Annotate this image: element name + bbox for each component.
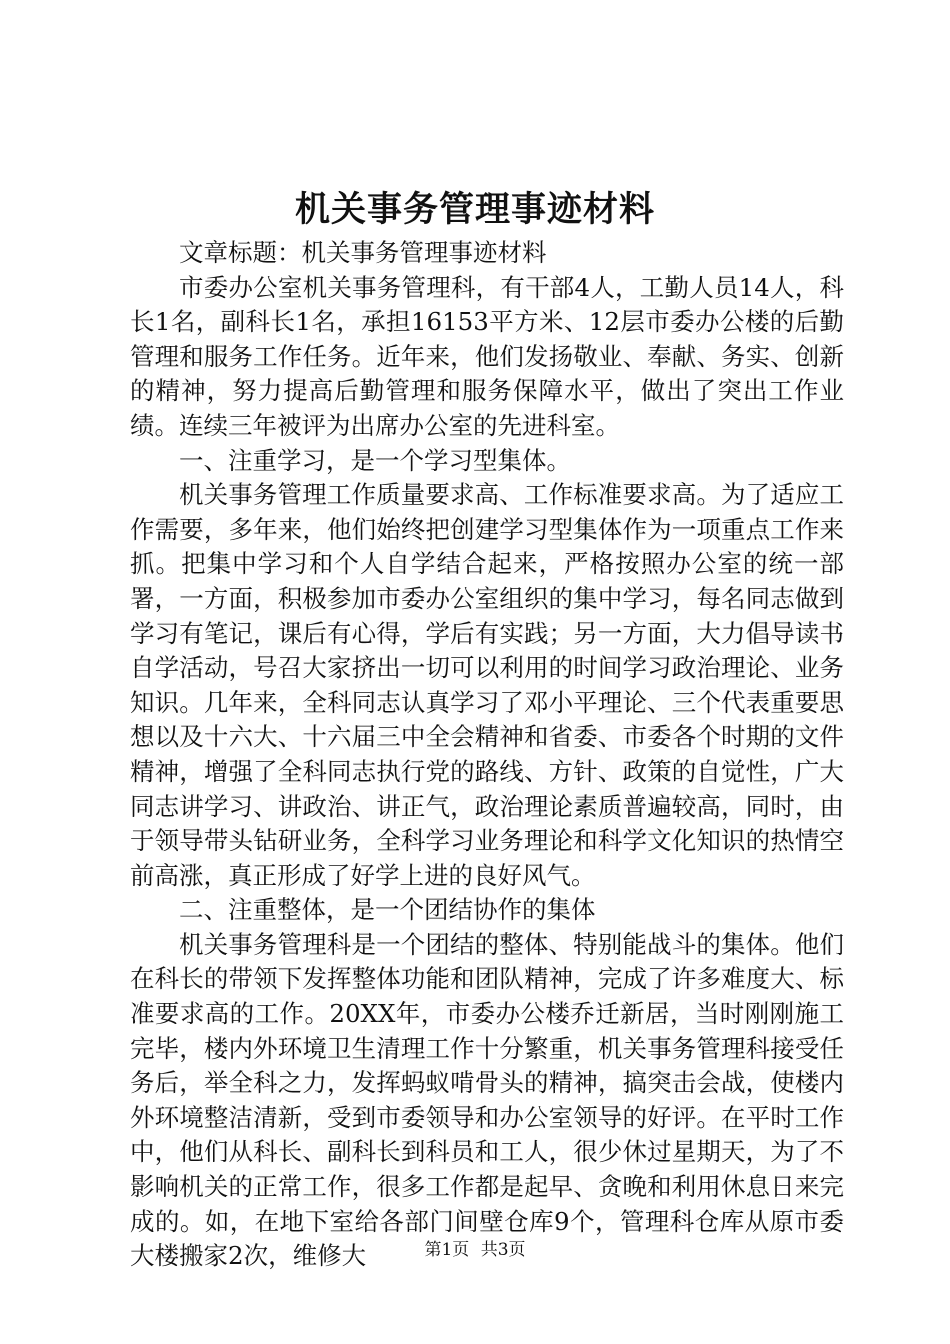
document-title: 机关事务管理事迹材料 [294,189,655,230]
intro-paragraph: 市委办公室机关事务管理科，有干部4人，工勤人员14人，科长1名，副科长1名，承担16153平方米、12层市委办公楼的后勤管理和服务工作任务。近年来，他们发扬敬业、奉献、务实、创新的精神，努力提高后勤管理和服务保障水平，做出了突出工作业绩。连续三年被评为出席办公室的先进科室。 [130,272,844,440]
section-1-paragraph: 机关事务管理工作质量要求高、工作标准要求高。为了适应工作需要，多年来，他们始终把创建学习型集体作为一项重点工作来抓。把集中学习和个人自学结合起来，严格按照办公室的统一部署，一方面，积极参加市委办公室组织的集中学习，每名同志做到学习有笔记，课后有心得，学后有实践；另一方面，大力倡导读书自学活动，号召大家挤出一切可以利用的时间学习政治理论、业务知识。几年来，全科同志认真学习了邓小平理论、三个代表重要思想以及十六大、十六届三中全会精神和省委、市委各个时期的文件精神，增强了全科同志执行党的路线、方针、政策的自觉性，广大同志讲学习、讲政治、讲正气，政治理论素质普遍较高，同时，由于领导带头钻研业务，全科学习业务理论和科学文化知识的热情空前高涨，真正形成了好学上进的良好风气。 [130,480,844,890]
section-heading-2: 二、注重整体，是一个团结协作的集体 [179,895,596,925]
page-total: 共3页 [480,1240,526,1260]
document-body [130,236,844,1274]
page-footer [0,1238,950,1262]
article-heading-line: 文章标题：机关事务管理事迹材料 [179,238,547,267]
section-heading-1: 一、注重学习，是一个学习型集体。 [179,445,571,475]
section-2-paragraph: 机关事务管理科是一个团结的整体、特别能战斗的集体。他们在科长的带领下发挥整体功能和团队精神，完成了许多难度大、标准要求高的工作。20XX年，市委办公楼乔迁新居，当时刚刚施工完毕，楼内外环境卫生清理工作十分繁重，机关事务管理科接受任务后，举全科之力，发挥蚂蚁啃骨头的精神，搞突击会战，使楼内外环境整洁清新，受到市委领导和办公室领导的好评。在平时工作中，他们从科长、副科长到科员和工人，很少休过星期天，为了不影响机关的正常工作，很多工作都是起早、贪晚和利用休息日来完成的。如，在地下室给各部门间壁仓库9个，管理科仓库从原市委大楼搬家2次，维修大 [130,929,844,1271]
page-number: 第1页 [424,1240,470,1260]
